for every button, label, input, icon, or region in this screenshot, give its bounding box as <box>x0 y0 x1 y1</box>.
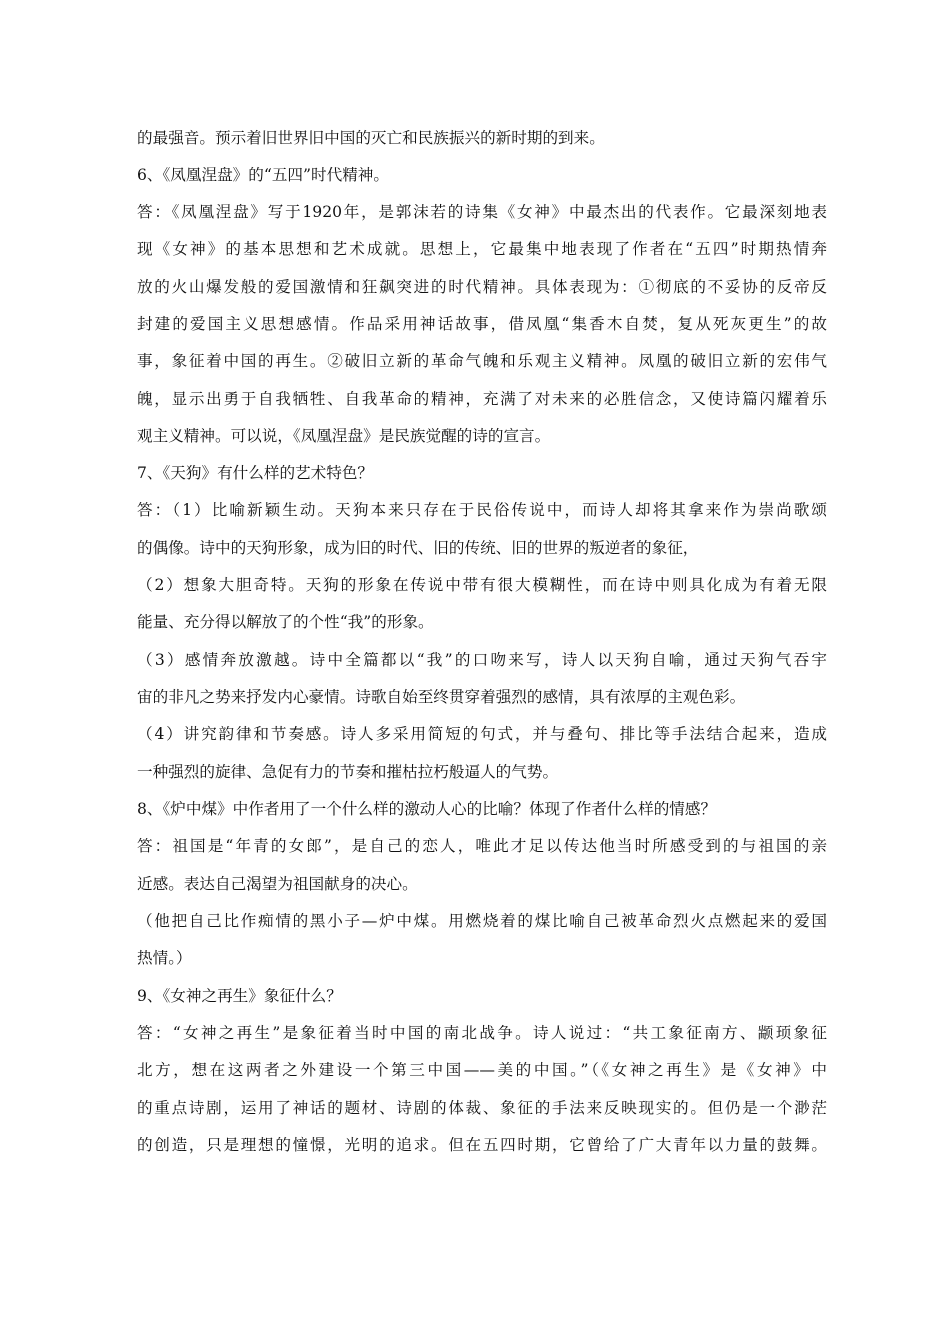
text-line-16: 宙的非凡之势来抒发内心豪情。诗歌自始至终贯穿着强烈的感情，具有浓厚的主观色彩。 <box>137 688 746 706</box>
text-line-27: 的重点诗剧，运用了神话的题材、诗剧的体裁、象征的手法来反映现实的。但仍是一个渺茫 <box>137 1099 827 1117</box>
text-line-20: 答：祖国是“年青的女郎”，是自己的恋人，唯此才足以传达他当时所感受到的与祖国的亲 <box>137 837 827 855</box>
text-line-21: 近感。表达自己渴望为祖国献身的决心。 <box>137 875 418 893</box>
text-line-17: （4）讲究韵律和节奏感。诗人多采用简短的句式，并与叠句、排比等手法结合起来，造成 <box>137 725 827 743</box>
text-line-11: 答：（1）比喻新颖生动。天狗本来只存在于民俗传说中，而诗人却将其拿来作为崇尚歌颂 <box>137 501 827 519</box>
question-6-heading: 6、《凤凰涅盘》的“五四”时代精神。 <box>137 166 389 184</box>
question-9-heading: 9、《女神之再生》象征什么？ <box>137 987 342 1005</box>
question-7-heading: 7、《天狗》有什么样的艺术特色？ <box>137 464 374 482</box>
text-line-22: （他把自己比作痴情的黑小子—炉中煤。用燃烧着的煤比喻自己被革命烈火点燃起来的爱国 <box>137 912 827 930</box>
text-line-4: 现《女神》的基本思想和艺术成就。思想上，它最集中地表现了作者在“五四”时期热情奔 <box>137 240 827 258</box>
text-line-7: 事，象征着中国的再生。②破旧立新的革命气魄和乐观主义精神。凤凰的破旧立新的宏伟气 <box>137 352 827 370</box>
text-line-6: 封建的爱国主义思想感情。作品采用神话故事，借凤凰“集香木自焚，复从死灰更生”的故 <box>137 315 827 333</box>
text-line-13: （2）想象大胆奇特。天狗的形象在传说中带有很大模糊性，而在诗中则具化成为有着无限 <box>137 576 827 594</box>
text-line-28: 的创造，只是理想的憧憬，光明的追求。但在五四时期，它曾给了广大青年以力量的鼓舞。 <box>137 1136 827 1154</box>
text-line-3: 答：《凤凰涅盘》写于1920年，是郭沫若的诗集《女神》中最杰出的代表作。它最深刻地表 <box>137 203 827 221</box>
text-line-5: 放的火山爆发般的爱国激情和狂飙突进的时代精神。具体表现为：①彻底的不妥协的反帝反 <box>137 278 827 296</box>
text-line-8: 魄，显示出勇于自我牺牲、自我革命的精神，充满了对未来的必胜信念，又使诗篇闪耀着乐 <box>137 390 827 408</box>
text-line-1: 的最强音。预示着旧世界旧中国的灭亡和民族振兴的新时期的到来。 <box>137 129 605 147</box>
text-line-14: 能量、充分得以解放了的个性“我”的形象。 <box>137 613 434 631</box>
text-line-15: （3）感情奔放激越。诗中全篇都以“我”的口吻来写，诗人以天狗自喻，通过天狗气吞宇 <box>137 651 827 669</box>
text-line-12: 的偶像。诗中的天狗形象，成为旧的时代、旧的传统、旧的世界的叛逆者的象征， <box>137 539 699 557</box>
text-line-9: 观主义精神。可以说，《凤凰涅盘》是民族觉醒的诗的宣言。 <box>137 427 551 445</box>
text-line-23: 热情。） <box>137 949 192 967</box>
text-line-25: 答：“女神之再生”是象征着当时中国的南北战争。诗人说过：“共工象征南方、颛顼象征 <box>137 1024 827 1042</box>
text-line-18: 一种强烈的旋律、急促有力的节奏和摧枯拉朽般逼人的气势。 <box>137 763 559 781</box>
text-line-26: 北方，想在这两者之外建设一个第三中国——美的中国。”（《女神之再生》是《女神》中 <box>137 1061 827 1079</box>
question-8-heading: 8、《炉中煤》中作者用了一个什么样的激动人心的比喻？体现了作者什么样的情感？ <box>137 800 717 818</box>
